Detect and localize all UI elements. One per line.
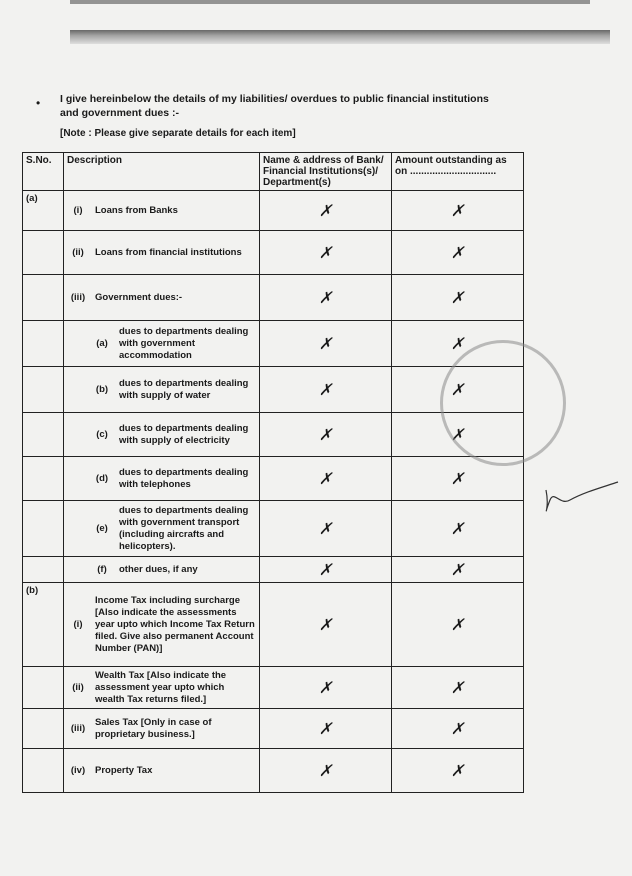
row-sno [23,667,64,709]
row-sno [23,557,64,583]
row-bank-mark: ✗ [260,667,392,709]
row-sno [23,501,64,557]
table-header-row [23,153,524,191]
row-amount-mark: ✗ [392,275,524,321]
row-description [64,367,260,413]
row-bank-mark: ✗ [260,557,392,583]
row-description [64,583,260,667]
row-number: (e) [96,523,108,534]
signature-mark [540,470,620,530]
row-number: (ii) [72,682,84,693]
row-label: other dues, if any [119,563,198,575]
row-amount-mark: ✗ [392,501,524,557]
row-label: Wealth Tax [Also indicate the assessment year upto which wealth Tax returns filed.] [95,669,227,705]
table-row [23,321,524,367]
row-number: (ii) [72,247,84,258]
row-bank-mark: ✗ [260,583,392,667]
scan-edge-top [70,0,590,4]
row-label: Property Tax [95,764,153,776]
row-amount-mark: ✗ [392,583,524,667]
row-label: Sales Tax [Only in case of proprietary business.] [95,716,212,740]
table-row [23,457,524,501]
row-amount-mark: ✗ [392,667,524,709]
table-row [23,749,524,793]
row-number: (iii) [70,723,86,734]
table-row [23,275,524,321]
note-text: [Note : Please give separate details for each item] [60,128,296,139]
liabilities-table [22,152,524,793]
row-number: (c) [96,429,108,440]
margin-mark-icon: • [36,96,41,110]
row-bank-mark: ✗ [260,275,392,321]
row-description [64,457,260,501]
table-row [23,231,524,275]
scan-shadow-band [70,30,610,44]
row-description [64,557,260,583]
row-label: dues to departments dealing with government transport (including aircrafts and helicopters). [119,504,249,552]
row-description [64,191,260,231]
table-row [23,667,524,709]
row-bank-mark: ✗ [260,231,392,275]
row-number: (iv) [70,765,86,776]
row-amount-mark: ✗ [392,321,524,367]
row-label: Government dues:- [95,291,183,303]
row-label: dues to departments dealing with telephones [119,466,249,490]
row-amount-mark: ✗ [392,557,524,583]
row-description [64,501,260,557]
row-sno: (a) [23,191,64,231]
row-description [64,231,260,275]
row-label: dues to departments dealing with government accommodation [119,325,249,361]
rubber-stamp-seal [440,340,566,466]
header-sno: S.No. [23,153,64,191]
row-number: (a) [96,338,108,349]
row-sno [23,709,64,749]
table-row [23,501,524,557]
row-sno [23,367,64,413]
row-number: (f) [97,564,107,575]
row-sno [23,749,64,793]
row-number: (b) [95,384,109,395]
row-sno [23,275,64,321]
row-amount-mark: ✗ [392,709,524,749]
row-number: (iii) [70,292,86,303]
row-label: Loans from financial institutions [95,246,242,258]
row-label: dues to departments dealing with supply of electricity [119,422,249,446]
row-amount-mark: ✗ [392,413,524,457]
row-bank-mark: ✗ [260,191,392,231]
row-sno [23,413,64,457]
row-label: Income Tax including surcharge [Also indicate the assessments year upto which Income Tax Return filed. Give also permanent Account Number (PAN)] [95,594,255,654]
row-label: Loans from Banks [95,204,178,216]
row-description [64,275,260,321]
row-number: (d) [95,473,109,484]
row-sno [23,457,64,501]
row-bank-mark: ✗ [260,413,392,457]
row-amount-mark: ✗ [392,367,524,413]
header-description: Description [64,153,260,191]
row-bank-mark: ✗ [260,321,392,367]
header-bank: Name & address of Bank/ Financial Institutions(s)/ Department(s) [260,153,392,191]
row-bank-mark: ✗ [260,709,392,749]
table-row [23,557,524,583]
row-description [64,667,260,709]
row-amount-mark: ✗ [392,191,524,231]
row-sno: (b) [23,583,64,667]
row-bank-mark: ✗ [260,367,392,413]
row-label: dues to departments dealing with supply of water [119,377,249,401]
row-amount-mark: ✗ [392,231,524,275]
header-amount: Amount outstanding as on ............................... [392,153,524,191]
row-amount-mark: ✗ [392,457,524,501]
row-description [64,413,260,457]
row-description [64,321,260,367]
table-row [23,191,524,231]
table-row [23,583,524,667]
row-bank-mark: ✗ [260,457,392,501]
row-amount-mark: ✗ [392,749,524,793]
row-number: (i) [73,205,83,216]
row-number: (i) [73,619,83,630]
row-description [64,749,260,793]
table-row [23,709,524,749]
row-sno [23,231,64,275]
row-description [64,709,260,749]
row-bank-mark: ✗ [260,501,392,557]
intro-text: I give hereinbelow the details of my liabilities/ overdues to public financial institutions and government dues :- [60,93,489,119]
row-bank-mark: ✗ [260,749,392,793]
row-sno [23,321,64,367]
